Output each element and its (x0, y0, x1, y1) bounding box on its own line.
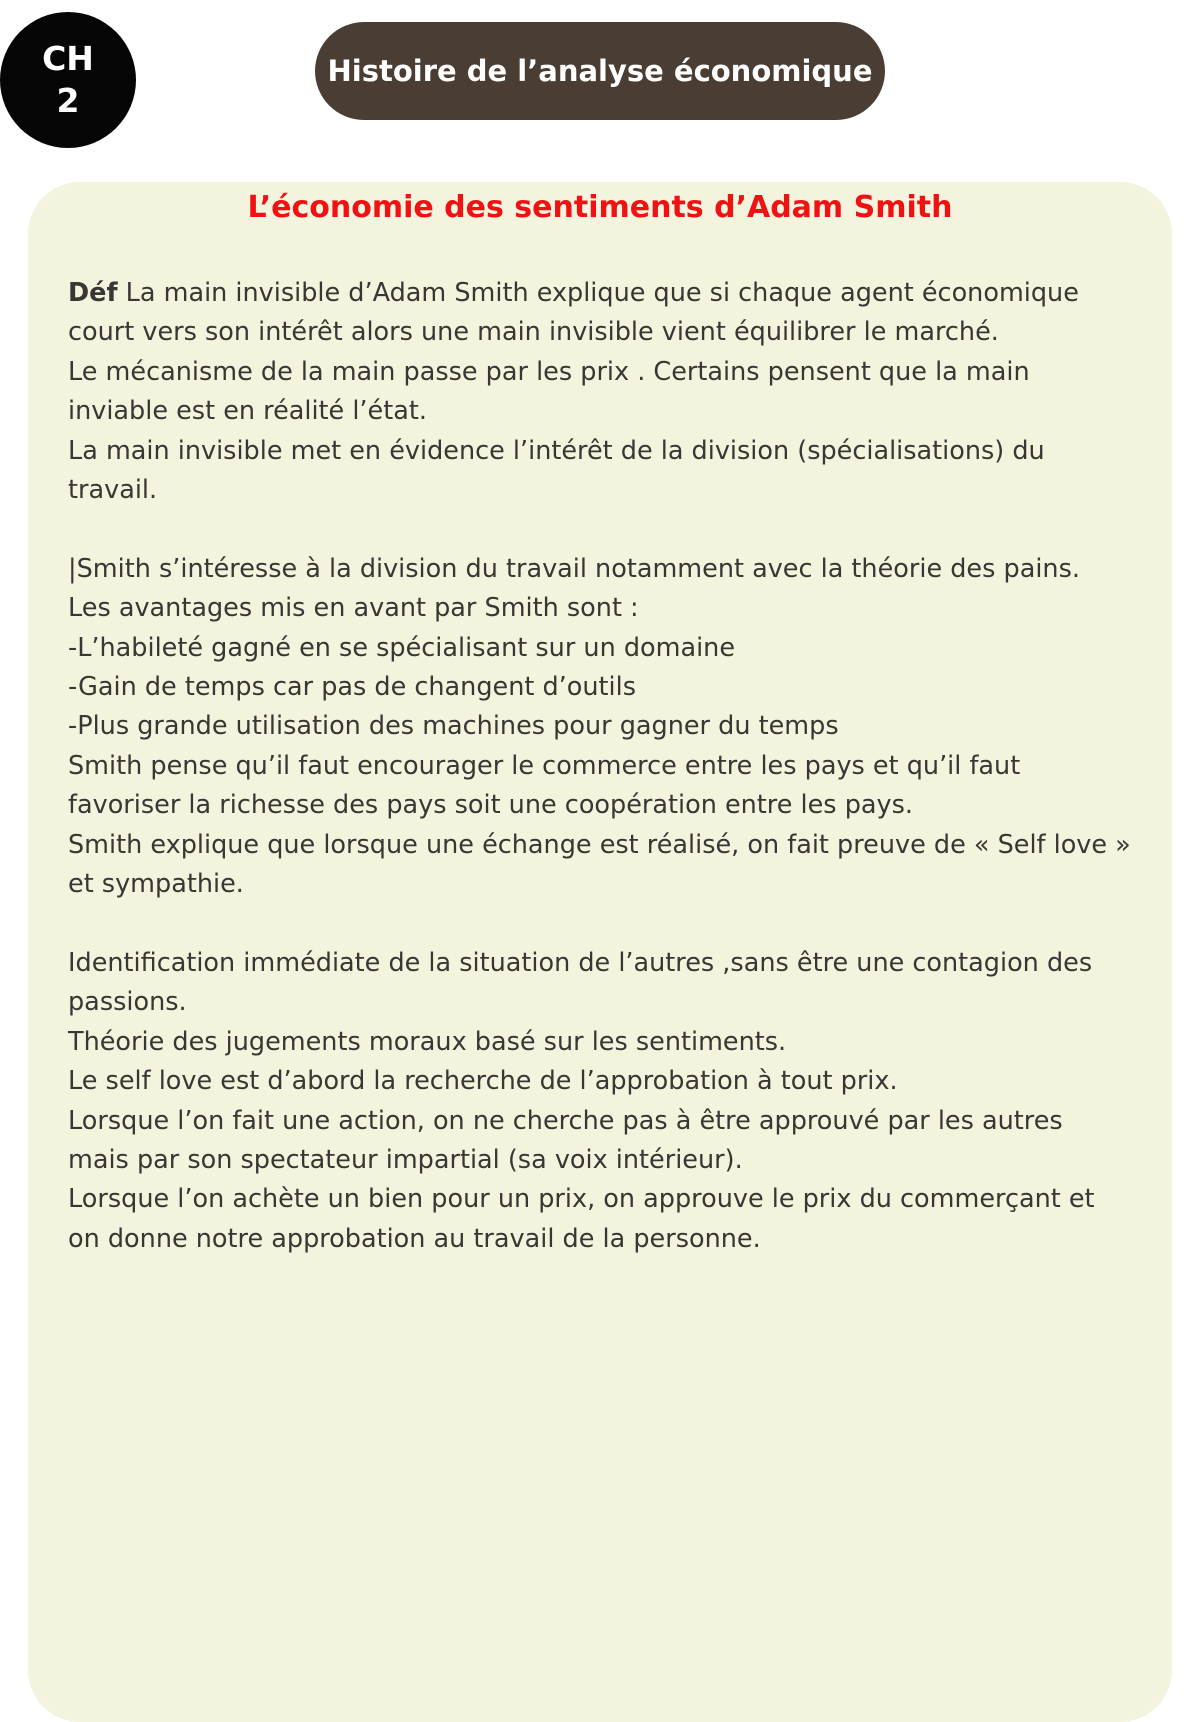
body-line: -Plus grande utilisation des machines pour gagner du temps (68, 711, 839, 742)
body-line: Théorie des jugements moraux basé sur les sentiments. (68, 1026, 787, 1057)
course-title-banner (315, 22, 885, 120)
body-line (68, 274, 1168, 313)
body-line: travail. (68, 475, 158, 506)
body-line: favoriser la richesse des pays soit une coopération entre les pays. (68, 790, 913, 821)
body-line: Le mécanisme de la main passe par les prix . Certains pensent que la main (68, 356, 1030, 387)
body-line: -L’habileté gagné en se spécialisant sur un domaine (68, 632, 736, 663)
body-line: Lorsque l’on fait une action, on ne cherche pas à être approuvé par les autres (68, 1105, 1063, 1136)
body-line: court vers son intérêt alors une main invisible vient équilibrer le marché. (68, 317, 999, 348)
body-line: Smith explique que lorsque une échange est réalisé, on fait preuve de « Self love » (68, 829, 1131, 860)
section-title: L’économie des sentiments d’Adam Smith (247, 190, 953, 225)
definition-term: Déf (68, 278, 118, 308)
body-line-text: La main invisible d’Adam Smith explique que si chaque agent économique (117, 278, 1079, 308)
body-line: |Smith s’intéresse à la division du travail notamment avec la théorie des pains. (68, 553, 1080, 584)
body-line: et sympathie. (68, 869, 244, 900)
chapter-badge (0, 12, 136, 148)
body-line: -Gain de temps car pas de changent d’outils (68, 672, 636, 703)
body-line: inviable est en réalité l’état. (68, 396, 427, 427)
body-line: Smith pense qu’il faut encourager le commerce entre les pays et qu’il faut (68, 750, 1021, 781)
paragraph-gap (68, 904, 1168, 943)
course-title: Histoire de l’analyse économique (327, 54, 873, 88)
body-line: Le self love est d’abord la recherche de l’approbation à tout prix. (68, 1066, 898, 1097)
body-line: La main invisible met en évidence l’intérêt de la division (spécialisations) du (68, 435, 1045, 466)
chapter-number: 2 (56, 81, 80, 120)
body-line: on donne notre approbation au travail de la personne. (68, 1223, 761, 1254)
body-line: Identification immédiate de la situation de l’autres ,sans être une contagion des (68, 947, 1093, 978)
body-line: passions. (68, 987, 187, 1018)
body-line: Lorsque l’on achète un bien pour un prix, on approuve le prix du commerçant et (68, 1184, 1095, 1215)
body-text (68, 274, 1168, 1259)
body-line: Les avantages mis en avant par Smith sont : (68, 593, 639, 624)
chapter-label: CH (42, 39, 94, 78)
paragraph-gap (68, 510, 1168, 549)
body-line: mais par son spectateur impartial (sa voix intérieur). (68, 1144, 743, 1175)
